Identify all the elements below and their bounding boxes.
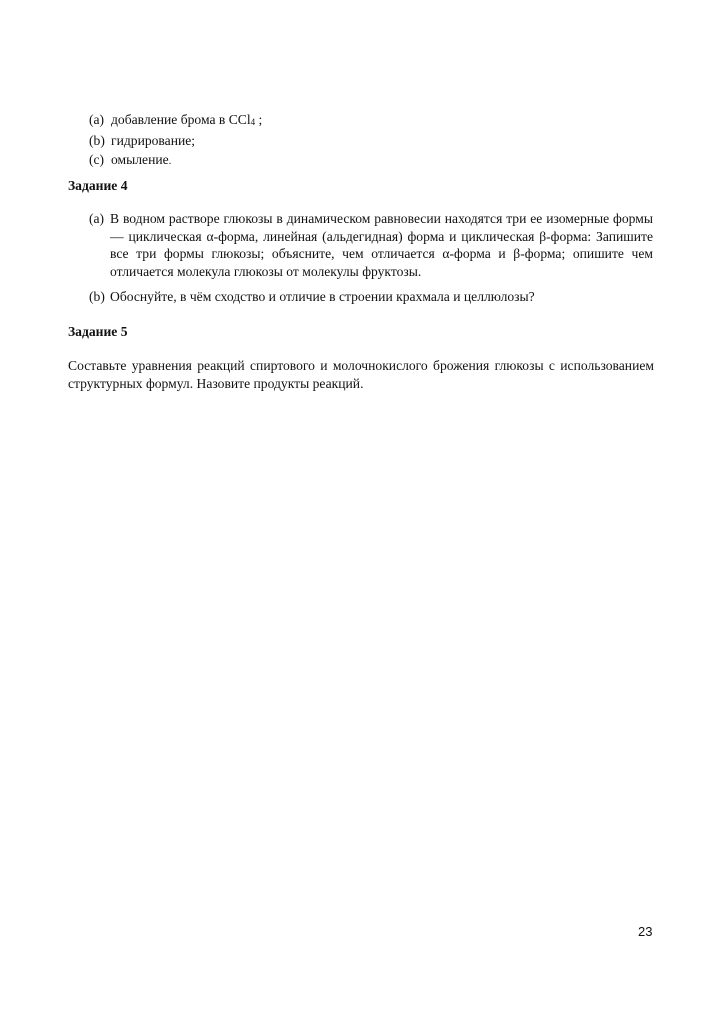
- list-marker: (b): [89, 133, 105, 148]
- list-item: [89, 131, 649, 150]
- task-5-heading: Задание 5: [68, 324, 128, 339]
- list-marker: (a): [89, 112, 105, 127]
- subscript: 4: [250, 117, 256, 127]
- list-marker: (b): [89, 289, 105, 304]
- task-4-item-a: [89, 210, 653, 280]
- task-4-item-b-text: Обоснуйте, в чём сходство и отличие в строении крахмала и целлюлозы?: [110, 289, 535, 304]
- task-5-text: Составьте уравнения реакций спиртового и молочнокислого брожения глюкозы с использованием структурных формул. Назовите продукты реакций.: [68, 358, 654, 391]
- list-item-text: омыление.: [111, 152, 172, 167]
- list-item-text: гидрирование;: [111, 133, 196, 148]
- list-item: [89, 110, 649, 131]
- list-item: [89, 150, 649, 171]
- list-marker: (a): [89, 211, 105, 226]
- page-number: 23: [638, 924, 653, 939]
- task-4-item-b: [89, 288, 653, 306]
- list-marker: (c): [89, 152, 105, 167]
- task-4-heading: Задание 4: [68, 178, 128, 193]
- list-item-text: добавление брома в CCl$_4$ ;: [111, 112, 263, 127]
- task-4-item-a-text: В водном растворе глюкозы в динамическом равновесии находятся три ее изомерные формы — циклическая α-форма, линейная (альдегидная) форма и циклическая β-форма: Запишите все три формы глюкозы; объясните, чем отличается α-форма и β-форма; опишите чем отличается молекула глюкозы от молекулы фруктозы.: [110, 211, 653, 279]
- reaction-list: [89, 110, 649, 171]
